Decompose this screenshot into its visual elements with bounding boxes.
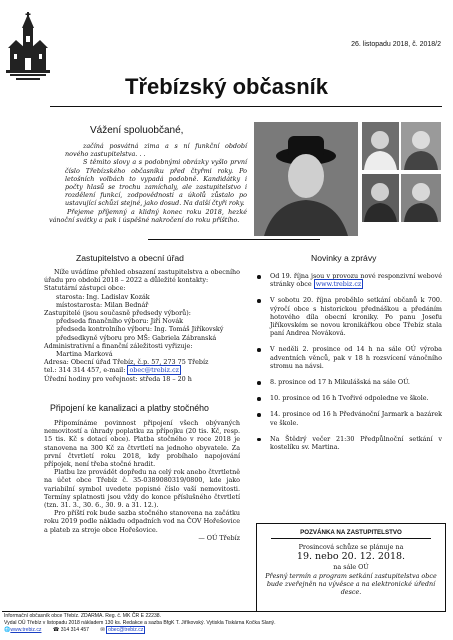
news-item-text: Od 19. října jsou v provozu nové responzivní webové stránky obce: [270, 272, 442, 289]
person-icon: [362, 122, 399, 170]
invitation-box: [256, 523, 446, 612]
invitation-title: POZVÁNKA NA ZASTUPITELSTVO: [300, 529, 402, 536]
phone-icon: ☎: [52, 627, 60, 633]
footer-contacts: [4, 627, 446, 634]
email-icon: ✉: [100, 627, 105, 633]
council-heading: Zastupitelstvo a obecní úřad: [76, 253, 184, 263]
portrait-photo: [362, 122, 399, 170]
news-item-text: V neděli 2. prosince od 14 h na sále OÚ výroba adventních věnců, pak v 18 h rozsvícení vánočního stromu na návsi.: [270, 345, 442, 370]
news-item-link[interactable]: www.trebiz.cz: [315, 280, 362, 289]
person-icon: [401, 174, 441, 222]
council-hours: Úřední hodiny pro veřejnost: středa 18 – 20 h: [44, 374, 192, 383]
fees-text: [44, 419, 240, 542]
council-member-line: starosta: Ing. Ladislav Kozák: [56, 292, 150, 301]
person-icon: [254, 122, 358, 236]
person-icon: [362, 174, 399, 222]
greeting-paragraph: S těmito slovy a s podobnými obrázky vyšlo první číslo Třebízského občasníku před čtyřmi roky. Po letošních volbách to vypadá podobně. Kandidátky i počty hlasů se trochu zamíchaly, ale zastupitelstvo i rozdělení funkcí, zodpovědnosti a úkolů zůstalo po ustavující schůzi stejné, jako dosud. Na další čtyři roky.: [65, 158, 247, 208]
council-text: [44, 268, 240, 383]
council-member-line: Administrativní a finanční záležitosti vyřizuje:: [44, 341, 193, 350]
council-member-line: předsedkyně výboru pro MŠ: Gabriela Zábranská: [56, 333, 217, 342]
invitation-line: Prosincová schůze se plánuje na: [298, 542, 404, 551]
issue-date: 26. listopadu 2018, č. 2018/2: [351, 41, 441, 48]
council-phone: tel.: 314 314 457, e-mail:: [44, 366, 126, 375]
council-member-line: Statutární zástupci obce:: [44, 284, 126, 293]
fees-paragraph: Platbu lze provádět dopředu na celý rok anebo čtvrtletně na účet obce Třebíz č. 35-0389080319/0800, kde jako variabilní symbol uvedete popisné číslo vaší nemovitosti. Termíny splatnosti jsou vždy do konce příslušného čtvrtletí (tzn. 31. 3., 30. 6., 30. 9. a 31. 12.).: [44, 468, 240, 510]
globe-icon: 🌐: [4, 627, 11, 633]
fees-heading: Připojení ke kanalizaci a platby stočného: [50, 403, 209, 413]
greeting-paragraph: začíná posvátná zima a s ní funkční období nového zastupitelstva. . .: [65, 142, 247, 159]
news-heading: Novinky a zprávy: [311, 253, 377, 263]
greeting-heading: Vážení spoluobčané,: [90, 125, 184, 136]
council-member-line: předseda finančního výboru: Jiří Novák: [56, 317, 184, 326]
council-member-line: Zastupitelé (jsou současně předsedy výborů):: [44, 309, 191, 318]
council-member-line: místostarosta: Milan Bednář: [56, 300, 149, 309]
council-contact: [44, 366, 240, 374]
portrait-photo-large: [254, 122, 358, 236]
news-item: [252, 345, 442, 370]
header-rule: [50, 106, 442, 107]
news-item-text: 8. prosince od 17 h Mikulášská na sále OÚ.: [270, 378, 410, 387]
news-item: [252, 272, 442, 288]
section-divider: [148, 239, 320, 240]
greeting-paragraph: Přejeme příjemný a klidný konec roku 2018, hezké vánoční svátky a pak i úspěšné nakročení do roku příštího.: [49, 207, 247, 224]
news-item: [252, 296, 442, 337]
footer-phone: 314 314 457: [60, 627, 90, 633]
news-item: [252, 410, 442, 426]
news-item: [252, 378, 442, 386]
invitation-note: Přesný termín a program setkání zastupitelstva obce bude zveřejněn na vývěsce a na elektronické úřední desce.: [265, 572, 437, 597]
footer-registration: Informační občasník obce Třebíz. ZDARMA. Reg. č. MK ČR E 22238.: [4, 613, 162, 619]
footer-web-link[interactable]: www.trebiz.cz: [10, 627, 42, 633]
fees-signature: — OÚ Třebíz: [198, 533, 240, 542]
footer-publisher: Vydal OÚ Třebíz v listopadu 2018 nákladem 130 ks. Redakce a sazba BfgK T. Jiříkovský. Vytiskla Tiskárna Kočka Slaný.: [4, 620, 276, 626]
portrait-photo: [401, 174, 441, 222]
council-address: Adresa: Obecní úřad Třebíz, č.p. 57, 273 75 Třebíz: [44, 358, 209, 367]
council-members: [44, 284, 240, 358]
fees-paragraph: Připomínáme povinnost připojení všech obývaných nemovitostí a úhrady poplatku za přípojku (20 tis. Kč, resp. 15 tis. Kč s dotací obce). Platba stočného v roce 2018 je stanovena na 300 Kč za čtvrtletí na jednoho obyvatele. Za první čtvrtletí roku 2018, kdy probíhalo napojování přípojek, není třeba stočné hradit.: [44, 419, 240, 469]
news-item-text: 14. prosince od 16 h Předvánoční Jarmark a bazárek ve škole.: [270, 410, 442, 427]
village-emblem: [6, 12, 50, 86]
fees-paragraph: Pro příští rok bude sazba stočného stanovena na začátku roku 2019 podle nákladu odpadních vod na ČOV Hořešovice a plateb za stroje obce Hořešovice.: [44, 509, 240, 534]
invitation-place: na sále OÚ: [333, 562, 369, 571]
news-list: [252, 272, 442, 459]
news-item-text: V sobotu 20. října proběhlo setkání občanů k 700. výročí obce s historickou přednáškou a předáním hotového díla obecní kroniky. Po panu Josefu Jiříkovském se novou kronikářkou obce Třebíz stala paní Andrea Nováková.: [270, 296, 442, 338]
council-intro: Níže uvádíme přehled obsazení zastupitelstva a obecního úřadu pro období 2018 – 2022 a důležité kontakty:: [44, 268, 240, 285]
greeting-text: [49, 142, 247, 224]
footer: [4, 613, 446, 634]
news-item-text: Na Štědrý večer 21:30 Předpůlnoční setkání v kostelíku sv. Martina.: [270, 434, 442, 452]
church-icon: [6, 12, 50, 86]
news-item-text: 10. prosince od 16 h Tvořivé odpoledne ve škole.: [270, 394, 429, 403]
footer-email-link[interactable]: obec@trebiz.cz: [108, 627, 144, 633]
portrait-photo: [362, 174, 399, 222]
council-member-line: předseda kontrolního výboru: Ing. Tomáš Jiříkovský: [56, 325, 224, 334]
person-icon: [401, 122, 441, 170]
footer-rule: [2, 611, 444, 612]
portrait-photo: [401, 122, 441, 170]
council-email-link[interactable]: obec@trebiz.cz: [129, 366, 180, 375]
council-member-line: Martina Marková: [56, 350, 113, 359]
news-item: [252, 435, 442, 451]
news-item: [252, 394, 442, 402]
page-title: Třebízský občasník: [125, 74, 328, 99]
invitation-dates: 19. nebo 20. 12. 2018.: [296, 550, 406, 562]
